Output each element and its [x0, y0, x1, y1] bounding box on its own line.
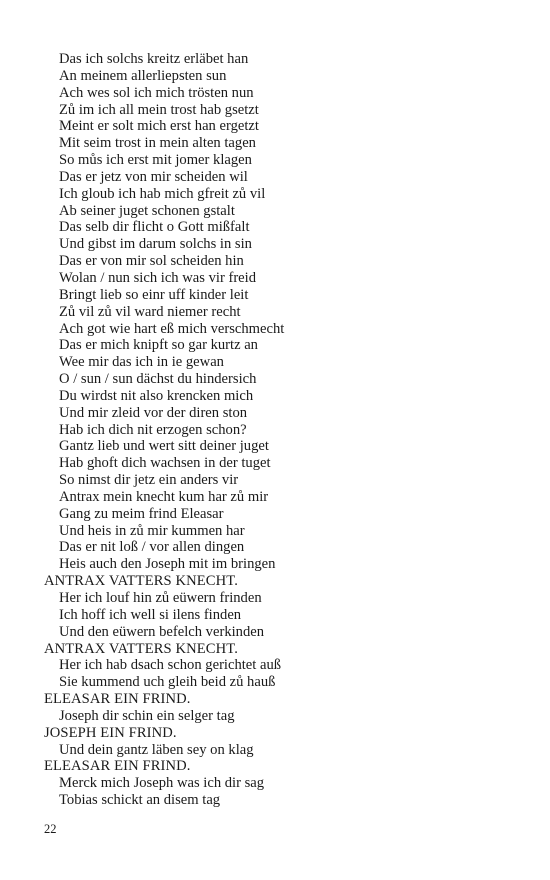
- verse-line: Gang zu meim frind Eleasar: [59, 505, 224, 522]
- page-number: 22: [44, 822, 57, 836]
- verse-line: Wee mir das ich in ie gewan: [59, 354, 224, 371]
- verse-line: Das ich solchs kreitz erläbet han: [59, 51, 249, 67]
- verse-line: Das selb dir flicht o Gott mißfalt: [59, 219, 250, 236]
- verse-line: Merck mich Joseph was ich dir sag: [59, 775, 265, 792]
- verse-line: So můs ich erst mit jomer klagen: [59, 152, 252, 169]
- verse-line: Und mir zleid vor der diren ston: [59, 404, 248, 421]
- speaker-heading: ANTRAX VATTERS KNECHT.: [44, 573, 238, 590]
- verse-line: So nimst dir jetz ein anders vir: [59, 472, 239, 489]
- verse-line: O / sun / sun dächst du hindersich: [59, 371, 257, 388]
- speaker-heading: ANTRAX VATTERS KNECHT.: [44, 640, 238, 657]
- verse-line: Hab ich dich nit erzogen schon?: [59, 421, 247, 438]
- speaker-heading: JOSEPH EIN FRIND.: [44, 724, 177, 741]
- verse-line: Zů vil zů vil ward niemer recht: [59, 303, 241, 320]
- verse-line: Her ich louf hin zů eüwern frinden: [59, 590, 262, 606]
- verse-line: Ab seiner juget schonen gstalt: [59, 202, 235, 219]
- verse-line: Tobias schickt an disem tag: [59, 792, 221, 809]
- verse-line: Und den eüwern befelch verkinden: [59, 623, 265, 640]
- verse-line: Meint er solt mich erst han ergetzt: [59, 118, 259, 135]
- play-text: [44, 51, 524, 809]
- speaker-heading: ELEASAR EIN FRIND.: [44, 691, 191, 708]
- verse-line: Ich gloub ich hab mich gfreit zů vil: [59, 185, 266, 202]
- verse-line: Du wirdst nit also krencken mich: [59, 387, 254, 404]
- speaker-heading: ELEASAR EIN FRIND.: [44, 758, 191, 775]
- verse-line: Wolan / nun sich ich was vir freid: [59, 269, 257, 286]
- verse-line: Bringt lieb so einr uff kinder leit: [59, 286, 249, 303]
- verse-line: Ach got wie hart eß mich verschmecht: [59, 320, 285, 337]
- verse-line: Heis auch den Joseph mit im bringen: [59, 556, 276, 573]
- verse-line: Mit seim trost in mein alten tagen: [59, 135, 256, 152]
- verse-line: Her ich hab dsach schon gerichtet auß: [59, 657, 282, 674]
- verse-line: Antrax mein knecht kum har zů mir: [59, 488, 269, 505]
- verse-line: Das er jetz von mir scheiden wil: [59, 168, 248, 185]
- verse-line: Sie kummend uch gleih beid zů hauß: [59, 674, 276, 691]
- verse-line: An meinem allerliepsten sun: [59, 67, 227, 84]
- verse-line: Hab ghoft dich wachsen in der tuget: [59, 455, 271, 472]
- verse-line: Ach wes sol ich mich trösten nun: [59, 84, 254, 101]
- verse-line: Und heis in zů mir kummen har: [59, 522, 245, 539]
- verse-line: Gantz lieb und wert sitt deiner juget: [59, 438, 269, 455]
- verse-line: Das er von mir sol scheiden hin: [59, 253, 244, 270]
- verse-line: Ich hoff ich well si ilens finden: [59, 606, 242, 623]
- verse-line: Das er mich knipft so gar kurtz an: [59, 337, 258, 354]
- verse-line: Und gibst im darum solchs in sin: [59, 236, 252, 253]
- verse-line: Und dein gantz läben sey on klag: [59, 741, 254, 758]
- verse-line: Zů im ich all mein trost hab gsetzt: [59, 101, 259, 118]
- verse-line: Das er nit loß / vor allen dingen: [59, 539, 245, 556]
- verse-line: Joseph dir schin ein selger tag: [59, 707, 235, 724]
